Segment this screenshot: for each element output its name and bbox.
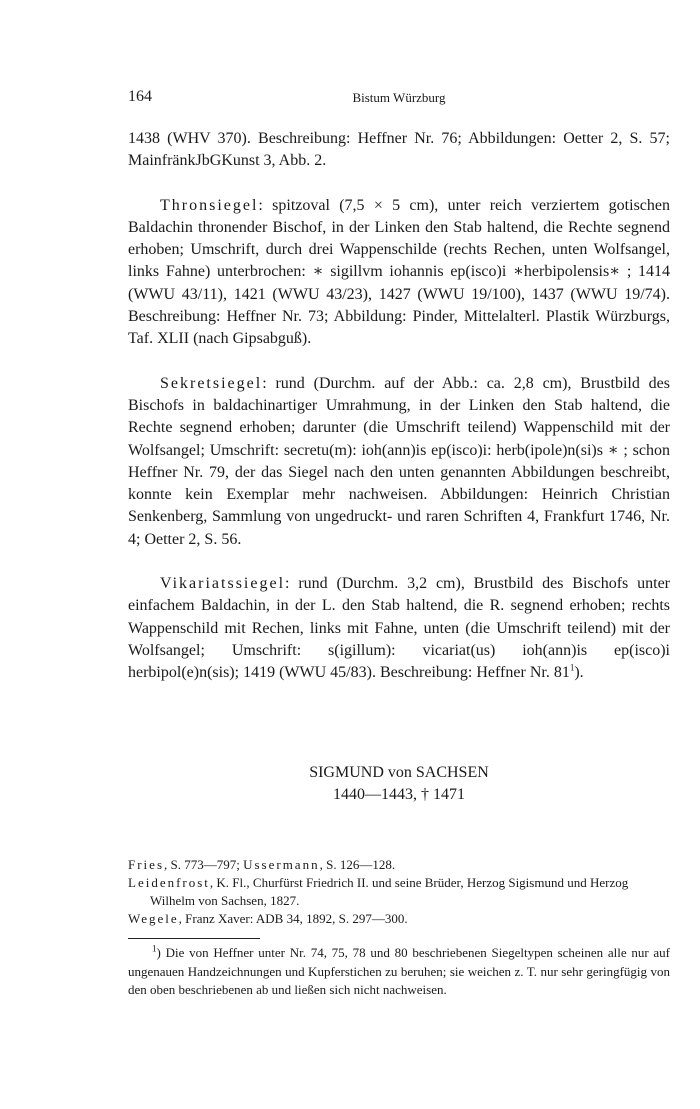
paragraph-sekretsiegel [128, 373, 670, 551]
text-thronsiegel: : spitzoval (7,5 × 5 cm), unter reich verziertem gotischen Baldachin thronender Bischof, in der Linken den Stab haltend, die Rechte segnend erhoben; Umschrift, durch drei Wappenschilde (rechts Rechen, unten Wolfsangel, links Fahne) unterbrochen: ∗ sigillvm iohannis ep(isco)i ∗herbipolensis∗ ; 1414 (WWU 43/11), 1421 (WWU 43/23), 1427 (WWU 19/100), 1437 (WWU 19/74). Beschreibung: Heffner Nr. 73; Abbildung: Pinder, Mittelalterl. Plastik Würzburgs, Taf. XLII (nach Gipsabguß). [128, 196, 670, 348]
footnote-rule [128, 938, 260, 939]
section-dates: 1440—1443, † 1471 [333, 786, 465, 803]
literature-entry [128, 874, 670, 910]
section-heading [128, 762, 670, 806]
literature-text: , K. Fl., Churfürst Friedrich II. und seine Brüder, Herzog Sigismund und Herzog Wilhelm von Sachsen, 1827. [150, 875, 629, 908]
term-vikariatssiegel: Vikariatssiegel [160, 575, 286, 593]
literature-list [128, 856, 670, 928]
page-number: 164 [128, 88, 152, 105]
text-sekretsiegel: : rund (Durchm. auf der Abb.: ca. 2,8 cm), Brustbild des Bischofs in baldachinartiger Umrahmung, in der Linken den Stab haltend, die Rechte segnend erhoben; darunter (die Umschrift teilend) Wappenschild mit der Wolfsangel; Umschrift: secretu(m): ioh(ann)is ep(isco)i: herb(ipole)n(si)s ∗ ; schon Heffner Nr. 79, der das Siegel nach den unten genannten Abbildungen beschreibt, konnte kein Exemplar mehr nachweisen. Abbildungen: Heinrich Christian Senkenberg, Sammlung von ungedruckt- und raren Schriften 4, Frankfurt 1746, Nr. 4; Oetter 2, S. 56. [128, 374, 670, 548]
literature-text: , S. 126—128. [319, 857, 396, 872]
literature-entry [128, 856, 670, 874]
footnote [128, 944, 670, 1000]
paragraph-continuation: 1438 (WHV 370). Beschreibung: Heffner Nr. 76; Abbildungen: Oetter 2, S. 57; MainfränkJbGKunst 3, Abb. 2. [128, 130, 670, 170]
paragraph-vikariatssiegel [128, 573, 670, 684]
term-thronsiegel: Thronsiegel [160, 196, 259, 214]
footnote-marker: 1 [152, 943, 157, 954]
footnote-reference: 1 [569, 662, 575, 673]
text-vikariatssiegel-end: ). [574, 664, 584, 682]
literature-author: Wegele [128, 911, 179, 926]
paragraph-thronsiegel [128, 195, 670, 351]
literature-text: , Franz Xaver: ADB 34, 1892, S. 297—300. [178, 911, 408, 926]
running-head: Bistum Würzburg [352, 90, 446, 105]
literature-author: Fries [128, 857, 164, 872]
section-title: SIGMUND von SACHSEN [309, 764, 489, 781]
footnote-text: ) Die von Heffner unter Nr. 74, 75, 78 und 80 beschriebenen Siegeltypen scheinen alle nur auf ungenauen Handzeichnungen und Kupferstichen zu beruhen; sie weichen z. T. nur sehr geringfügig von den oben beschriebenen ab und ließen sich nicht nachweisen. [128, 945, 670, 997]
term-sekretsiegel: Sekretsiegel [160, 374, 263, 392]
page-header [128, 88, 670, 108]
main-text [128, 128, 670, 685]
text-vikariatssiegel: : rund (Durchm. 3,2 cm), Brustbild des Bischofs unter einfachem Baldachin, in der L. den Stab haltend, die R. segnend erhoben; rechts Wappenschild mit Rechen, links mit Fahne, unten (die Umschrift teilend) mit der Wolfsangel; Umschrift: s(igillum): vicariat(us) ioh(ann)is ep(isco)i herbipol(e)n(sis); 1419 (WWU 45/83). Beschreibung: Heffner Nr. 81 [128, 575, 670, 682]
literature-author: Ussermann [243, 857, 320, 872]
literature-author: Leidenfrost [128, 875, 210, 890]
literature-text: , S. 773—797; [164, 857, 244, 872]
literature-entry [128, 910, 670, 928]
